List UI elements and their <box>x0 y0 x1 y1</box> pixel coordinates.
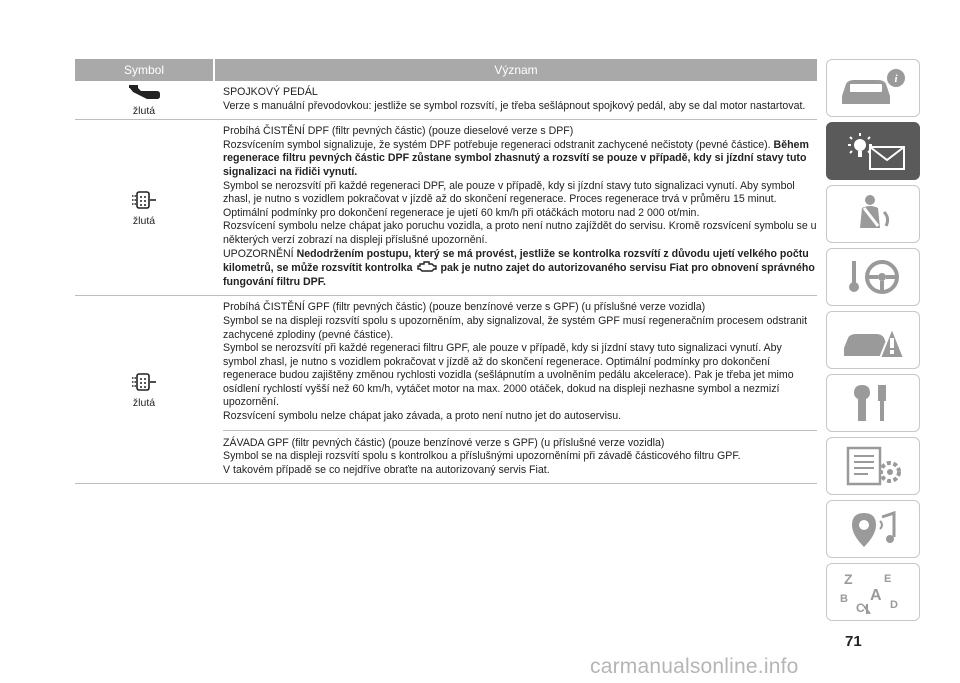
description-cell <box>213 296 817 483</box>
gpf-filter-icon <box>131 371 157 393</box>
tab-car-info[interactable] <box>826 59 920 117</box>
steering-wheel-key-icon <box>834 255 912 299</box>
index-letter: Z <box>844 571 853 587</box>
row-text: Symbol se nerozsvítí při každé regeneraci DPF, ale pouze v případě, kdy si jízdní stavy tuto signalizaci vynutí. Aby symbol zhasl, je nutno s vozidlem pokračovat v jízdě až do skončení regenerace. Proces regenerace trvá v průměru 15 minut. Optimální podmínky pro dokončení regenerace je ujetí 60 km/h při otáčkách motoru nad 2 000 ot/min. <box>223 179 795 219</box>
header-symbol: Symbol <box>123 63 164 77</box>
color-label: žlutá <box>132 214 156 227</box>
alphabetical-index-icon <box>834 570 912 614</box>
index-letter: D <box>890 599 898 611</box>
tab-multimedia[interactable] <box>826 500 920 558</box>
page-number: 71 <box>845 633 862 650</box>
text-bold: pak je nutno zajet do autorizovaného servisu Fiat pro obnovení správného fungování filtru DPF. <box>223 262 815 288</box>
warning-label: UPOZORNĚNÍ <box>223 247 294 260</box>
row-text: Symbol se na displeji rozsvítí spolu s upozorněním, aby signalizoval, že systém GPF musí regeneračním procesem odstranit zachycené zplodiny (pevné částice). <box>223 314 808 341</box>
index-letter: B <box>840 593 848 605</box>
index-letter: E <box>884 573 892 585</box>
multimedia-icon <box>834 507 912 551</box>
sub-section-gpf-fault <box>223 430 817 478</box>
row-title: Probíhá ČISTĚNÍ DPF (filtr pevných částic) (pouze dieselové verze s DPF) <box>223 125 574 138</box>
symbol-cell <box>75 81 213 119</box>
maintenance-wrench-icon <box>834 381 912 425</box>
tab-technical-data[interactable] <box>826 437 920 495</box>
row-text: Symbol se nerozsvítí při každé regeneraci filtru GPF, ale pouze v případě, kdy si jízdní stavy tuto signalizaci vynutí. Aby symbol zhasl, je nutno s vozidlem pokračovat v jízdě až do skončení regenerace. Optimální podmínky pro dokončení regenerace budou zajištěny změnou rychlosti vozidla (sešlápnutím a uvolněním pedálu akcelerace). Pak je třeba jet mimo osídlení rychlostí vyšší než 60 km/h, vytáčet motor na max. 2000 otáček, dokud na displeji nezhasne symbol a nezmizí upozornění. <box>223 342 794 409</box>
seatbelt-safety-icon <box>834 192 912 236</box>
technical-data-icon <box>834 444 912 488</box>
warning-lights-table <box>75 59 817 484</box>
row-text: Verze s manuální převodovkou: jestliže se symbol rozsvítí, je třeba sešlápnout spojkový pedál, aby se dal motor nastartovat. <box>223 99 806 112</box>
row-text: Symbol se na displeji rozsvítí spolu s kontrolkou a příslušnými upozorněními při závadě částicového filtru GPF. <box>223 450 741 463</box>
emergency-icon <box>834 318 912 362</box>
description-cell <box>213 120 817 295</box>
clutch-pedal-icon <box>127 83 161 101</box>
engine-check-icon <box>416 261 438 272</box>
index-letter: A <box>870 587 882 604</box>
color-label: žlutá <box>132 105 156 118</box>
row-text: Rozsvícení symbolu nelze chápat jako poruchu vozidla, a proto není nutno zajíždět do servisu. Kromě rozsvícení symbolu se u některých verzí zobrazí na displeji příslušné upozornění. <box>223 220 817 246</box>
row-title: SPOJKOVÝ PEDÁL <box>223 86 318 98</box>
text-bold: Nedodržením postupu, který se má provést, jestliže se kontrolka rozsvítí z důvodu ujetí velkého počtu kilometrů, se může rozsvítit kontrolka <box>223 247 809 275</box>
color-label: žlutá <box>132 396 156 409</box>
warning-lights-messages-icon <box>834 129 912 173</box>
symbol-cell <box>75 296 213 483</box>
tab-maintenance[interactable] <box>826 374 920 432</box>
tab-starting-driving[interactable] <box>826 248 920 306</box>
tab-index[interactable] <box>826 563 920 621</box>
row-title: Probíhá ČISTĚNÍ GPF (filtr pevných částic) (pouze benzínové verze s GPF) (u příslušné verze vozidla) <box>223 301 706 314</box>
row-text <box>223 139 817 180</box>
tab-safety[interactable] <box>826 185 920 243</box>
table-row-dpf <box>75 120 817 296</box>
table-header <box>75 59 817 81</box>
text-bold: Během regenerace filtru pevných částic DPF zůstane symbol zhasnutý a rozsvítí se pouze v případě, kdy si jízdní stavy tuto signalizaci na řidiči vynutí. <box>223 138 809 178</box>
table-row-clutch <box>75 81 817 120</box>
row-title: ZÁVADA GPF (filtr pevných částic) (pouze benzínové verze s GPF) (u příslušné verze vozidla) <box>223 436 665 449</box>
symbol-cell <box>75 120 213 295</box>
dpf-filter-icon <box>131 189 157 211</box>
svg-text:i: i <box>894 73 898 85</box>
index-letter: C <box>856 601 865 614</box>
warning-text <box>223 248 817 290</box>
text-normal: Rozsvícením symbol signalizuje, že systém DPF potřebuje regeneraci odstranit zachycené nečistoty (pevné částice). <box>223 138 771 151</box>
row-text: Rozsvícení symbolu nelze chápat jako závada, a proto není nutno jet do autoservisu. <box>223 410 622 423</box>
description-cell <box>213 81 817 119</box>
tab-warning-lights[interactable] <box>826 122 920 180</box>
row-text: V takovém případě se co nejdříve obraťte na autorizovaný servis Fiat. <box>223 463 550 476</box>
header-meaning: Význam <box>213 59 817 81</box>
car-info-icon <box>834 66 912 110</box>
tab-emergency[interactable] <box>826 311 920 369</box>
table-row-gpf <box>75 296 817 484</box>
watermark: carmanualsonline.info <box>590 655 799 678</box>
chapter-sidebar <box>826 59 920 626</box>
